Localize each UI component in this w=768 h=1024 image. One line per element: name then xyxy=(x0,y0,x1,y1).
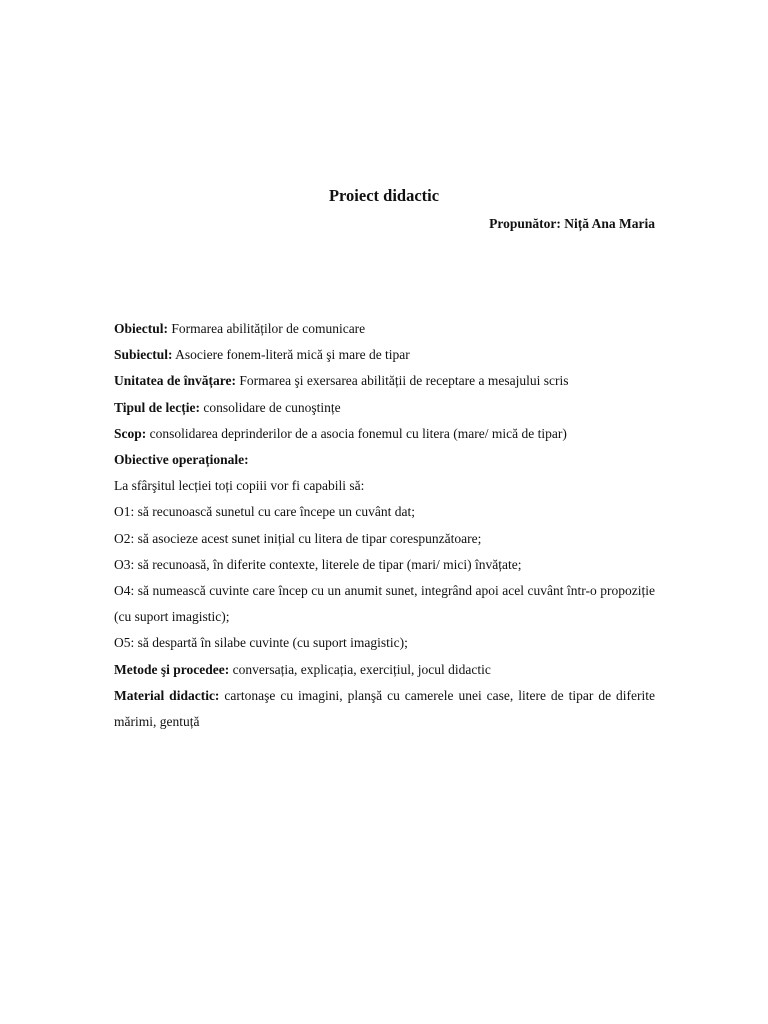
objective-item: O4: să numească cuvinte care încep cu un anumit sunet, integrând apoi acel cuvânt într-o propoziție (cu suport imagistic); xyxy=(114,583,655,625)
field-tipul xyxy=(114,395,655,421)
objective-item: O3: să recunoasă, în diferite contexte, literele de tipar (mari/ mici) învățate; xyxy=(114,556,522,572)
field-value: Asociere fonem-literă mică şi mare de tipar xyxy=(175,347,410,363)
field-label: Metode şi procedee: xyxy=(114,661,230,677)
objectives-intro: La sfârşitul lecției toți copiii vor fi capabili să: xyxy=(114,478,365,494)
page-title: Proiect didactic xyxy=(328,186,440,205)
objective-item: O2: să asocieze acest sunet inițial cu litera de tipar corespunzătoare; xyxy=(114,530,482,546)
field-value: Formarea şi exersarea abilității de receptare a mesajului scris xyxy=(239,373,569,389)
author-line: Propunător: Niță Ana Maria xyxy=(489,216,655,231)
objective-item: O1: să recunoască sunetul cu care începe un cuvânt dat; xyxy=(114,504,415,520)
objectives-heading: Obiective operaționale: xyxy=(114,452,249,468)
field-value: cartonaşe cu imagini, planşă cu camerele unei case, litere de tipar de diferite mărimi, gentuță xyxy=(114,687,656,730)
field-label: Material didactic: xyxy=(114,687,220,703)
field-unitatea xyxy=(114,368,655,394)
field-label: Obiectul: xyxy=(114,321,168,336)
field-value: consolidare de cunoştințe xyxy=(203,399,341,415)
lesson-body xyxy=(114,316,655,735)
field-value: consolidarea deprinderilor de a asocia fonemul cu litera (mare/ mică de tipar) xyxy=(149,425,567,441)
field-obiectul xyxy=(114,316,655,342)
field-material xyxy=(114,683,655,735)
field-label: Tipul de lecție: xyxy=(114,399,200,415)
field-value: Formarea abilităților de comunicare xyxy=(171,321,366,336)
field-label: Unitatea de învățare: xyxy=(114,373,236,389)
field-label: Subiectul: xyxy=(114,347,173,363)
field-metode xyxy=(114,657,655,683)
field-scop xyxy=(114,421,655,447)
objective-item: O5: să despartă în silabe cuvinte (cu suport imagistic); xyxy=(114,635,408,651)
field-subiectul xyxy=(114,342,655,368)
field-value: conversația, explicația, exercițiul, jocul didactic xyxy=(232,661,491,677)
field-label: Scop: xyxy=(114,425,147,441)
